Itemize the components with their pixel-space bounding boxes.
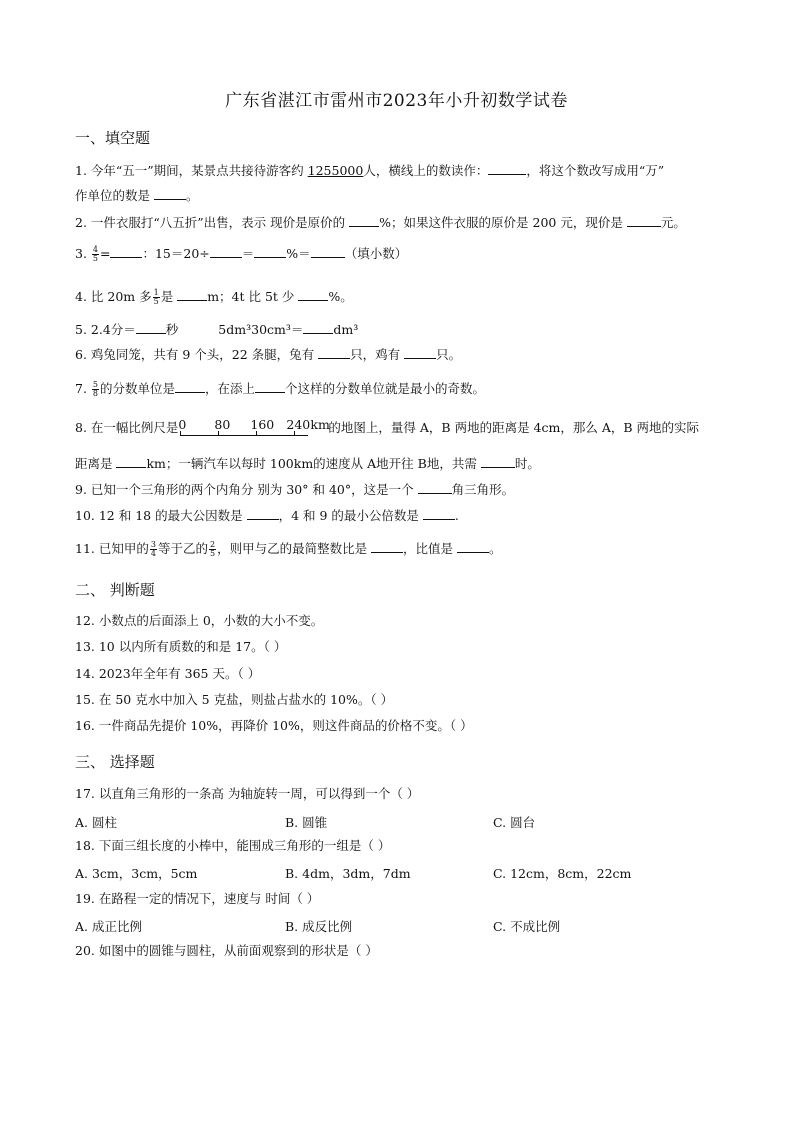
q8-blank-2[interactable] bbox=[481, 455, 515, 468]
q7-text-b: 的分数单位是 bbox=[100, 381, 176, 396]
q7-text-d: 个这样的分数单位就是最小的奇数。 bbox=[285, 381, 486, 396]
q3-blank-2[interactable] bbox=[210, 245, 242, 258]
q1-text-e: 。 bbox=[185, 188, 199, 203]
q5-text: 5. 2.4分＝ bbox=[75, 322, 136, 337]
question-1 bbox=[75, 162, 723, 179]
q2-blank-2[interactable] bbox=[627, 214, 661, 227]
scale-tick bbox=[294, 431, 295, 436]
question-17: 17. 以直角三角形的一条高 为轴旋转一周，可以得到一个（ ） bbox=[75, 786, 420, 801]
q17-option-c[interactable]: C. 圆台 bbox=[493, 815, 536, 830]
q7-blank-1[interactable] bbox=[175, 380, 205, 393]
q4-fraction: $\frac{1}{5}$ bbox=[153, 288, 159, 306]
q10-text-c: . bbox=[454, 508, 459, 523]
question-2 bbox=[75, 214, 723, 231]
q4-text: 4. 比 20m 多 bbox=[75, 289, 152, 304]
question-12: 12. 小数点的后面添上 0，小数的大小不变。 bbox=[75, 613, 324, 628]
q3-text-c: ：15＝20÷ bbox=[142, 246, 210, 261]
q11-fraction-1: $\frac{3}{4}$ bbox=[150, 540, 156, 558]
scale-tick bbox=[180, 431, 181, 436]
question-19: 19. 在路程一定的情况下，速度与 时间（ ） bbox=[75, 891, 320, 906]
question-11 bbox=[75, 540, 723, 558]
q11-text: 11. 已知甲的 bbox=[75, 541, 149, 556]
q11-text-b: 等于乙的 bbox=[157, 541, 208, 556]
question-16: 16. 一件商品先提价 10%，再降价 10%，则这件商品的价格不变。（ ） bbox=[75, 718, 473, 733]
question-14: 14. 2023年全年有 365 天。（ ） bbox=[75, 666, 261, 681]
q1-text-d: 作单位的数是 bbox=[75, 188, 154, 203]
q11-text-e: 。 bbox=[489, 541, 502, 556]
q10-blank-2[interactable] bbox=[423, 507, 455, 520]
q3-blank-3[interactable] bbox=[254, 245, 286, 258]
scale-label-80: 80 bbox=[214, 417, 231, 432]
q10-text-b: ，4 和 9 的最小公倍数是 bbox=[278, 508, 423, 523]
section-fill-blank: 一、填空题 bbox=[75, 129, 151, 147]
q10-text: 10. 12 和 18 的最大公因数是 bbox=[75, 508, 247, 523]
page-title: 广东省湛江市雷州市2023年小升初数学试卷 bbox=[225, 91, 568, 111]
q8-text-b: 的地图上，量得 A，B 两地的距离是 4cm，那么 A，B 两地的实际 bbox=[328, 420, 700, 435]
q1-text-b: 人，横线上的数读作： bbox=[363, 163, 489, 178]
question-8-cont bbox=[75, 455, 723, 472]
q17-option-b[interactable]: B. 圆锥 bbox=[285, 815, 328, 830]
q7-blank-2[interactable] bbox=[255, 380, 285, 393]
q18-option-a[interactable]: A. 3cm，3cm，5cm bbox=[75, 866, 198, 881]
q6-text: 6. 鸡兔同笼，共有 9 个头，22 条腿，兔有 bbox=[75, 347, 319, 362]
q2-text-c: 元。 bbox=[660, 215, 686, 230]
question-20: 20. 如图中的圆锥与圆柱，从前面观察到的形状是（ ） bbox=[75, 943, 378, 958]
question-6 bbox=[75, 346, 723, 363]
q11-text-d: ，比值是 bbox=[403, 541, 458, 556]
question-10 bbox=[75, 507, 723, 524]
question-13: 13. 10 以内所有质数的和是 17。（ ） bbox=[75, 639, 287, 654]
q10-blank-1[interactable] bbox=[247, 507, 279, 520]
q1-text-c: ，将这个数改写成用“万” bbox=[526, 163, 665, 178]
question-15: 15. 在 50 克水中加入 5 克盐，则盐占盐水的 10%。（ ） bbox=[75, 692, 394, 707]
q3-eq-2: ＝ bbox=[241, 246, 255, 261]
q3-text: 3. bbox=[75, 246, 91, 261]
q11-blank-2[interactable] bbox=[457, 540, 489, 553]
question-4 bbox=[75, 288, 723, 306]
scale-line bbox=[180, 435, 308, 436]
q2-blank-1[interactable] bbox=[349, 214, 379, 227]
q3-fraction: $\frac{4}{5}$ bbox=[92, 245, 98, 263]
q4-text-b: 是 bbox=[160, 289, 178, 304]
q3-blank-4[interactable] bbox=[311, 245, 345, 258]
question-5 bbox=[75, 321, 723, 338]
scale-label-240: 240 bbox=[286, 417, 311, 432]
question-3 bbox=[75, 245, 723, 263]
q4-text-c: m；4t 比 5t 少 bbox=[207, 289, 299, 304]
q4-blank-2[interactable] bbox=[298, 288, 328, 301]
q2-text-b: %；如果这件衣服的原价是 200 元，现价是 bbox=[379, 215, 627, 230]
q6-blank-1[interactable] bbox=[318, 346, 350, 359]
q7-text: 7. bbox=[75, 381, 91, 396]
q8-blank-1[interactable] bbox=[116, 455, 146, 468]
section-multiple-choice: 三、 选择题 bbox=[75, 753, 155, 771]
q3-text-f: （填小数） bbox=[344, 246, 408, 261]
q3-blank-1[interactable] bbox=[110, 245, 142, 258]
q7-fraction: $\frac{5}{8}$ bbox=[92, 380, 98, 398]
q9-text: 9. 已知一个三角形的两个内角分 别为 30° 和 40°，这是一个 bbox=[75, 482, 418, 497]
question-9 bbox=[75, 481, 723, 498]
q18-option-c[interactable]: C. 12cm，8cm，22cm bbox=[493, 866, 632, 881]
q6-text-c: 只。 bbox=[436, 347, 462, 362]
q1-text: 1. 今年“五一”期间，某景点共接待游客约 bbox=[75, 163, 308, 178]
scale-tick bbox=[218, 431, 219, 436]
q5-text-d: dm³ bbox=[333, 322, 359, 337]
q11-fraction-2: $\frac{2}{5}$ bbox=[209, 540, 216, 558]
q7-text-c: ，在添上 bbox=[205, 381, 256, 396]
q3-text-e: %＝ bbox=[286, 246, 311, 261]
q5-blank-2[interactable] bbox=[303, 321, 333, 334]
q1-number: 1255000 bbox=[307, 163, 364, 178]
question-8 bbox=[75, 417, 723, 438]
q8-text-c: 距离是 bbox=[75, 456, 117, 471]
q11-text-c: ，则甲与乙的最简整数比是 bbox=[217, 541, 372, 556]
q19-option-c[interactable]: C. 不成比例 bbox=[493, 919, 561, 934]
q4-text-d: %。 bbox=[328, 289, 353, 304]
q19-option-b[interactable]: B. 成反比例 bbox=[285, 919, 353, 934]
q9-text-b: 角三角形。 bbox=[451, 482, 515, 497]
q8-text: 8. 在一幅比例尺是 bbox=[75, 420, 179, 435]
q6-text-b: 只，鸡有 bbox=[350, 347, 405, 362]
q5-text-c: 5dm³30cm³＝ bbox=[218, 322, 304, 337]
scale-unit: km bbox=[310, 417, 330, 432]
question-7 bbox=[75, 380, 723, 398]
section-true-false: 二、 判断题 bbox=[75, 581, 155, 599]
q18-option-b[interactable]: B. 4dm，3dm，7dm bbox=[285, 866, 411, 881]
map-scale-bar bbox=[178, 417, 330, 438]
q8-text-e: 时。 bbox=[514, 456, 540, 471]
q6-blank-2[interactable] bbox=[404, 346, 436, 359]
q19-option-a[interactable]: A. 成正比例 bbox=[75, 919, 142, 934]
q4-blank-1[interactable] bbox=[177, 288, 207, 301]
scale-label-0: 0 bbox=[178, 417, 187, 432]
q8-text-d: km；一辆汽车以每时 100km的速度从 A地开往 B地，共需 bbox=[146, 456, 481, 471]
scale-label-160: 160 bbox=[250, 417, 275, 432]
q1-blank-2[interactable] bbox=[154, 187, 186, 200]
q11-blank-1[interactable] bbox=[371, 540, 403, 553]
scale-tick bbox=[256, 431, 257, 436]
q9-blank-1[interactable] bbox=[418, 481, 452, 494]
question-1-cont bbox=[75, 187, 723, 204]
q1-blank-1[interactable] bbox=[488, 162, 526, 175]
q5-blank-1[interactable] bbox=[136, 321, 166, 334]
q5-text-b: 秒 bbox=[165, 322, 179, 337]
q2-text: 2. 一件衣服打“八五折”出售，表示 现价是原价的 bbox=[75, 215, 350, 230]
q17-option-a[interactable]: A. 圆柱 bbox=[75, 815, 117, 830]
q3-eq: = bbox=[100, 246, 111, 261]
question-18: 18. 下面三组长度的小棒中，能围成三角形的一组是（ ） bbox=[75, 838, 391, 853]
